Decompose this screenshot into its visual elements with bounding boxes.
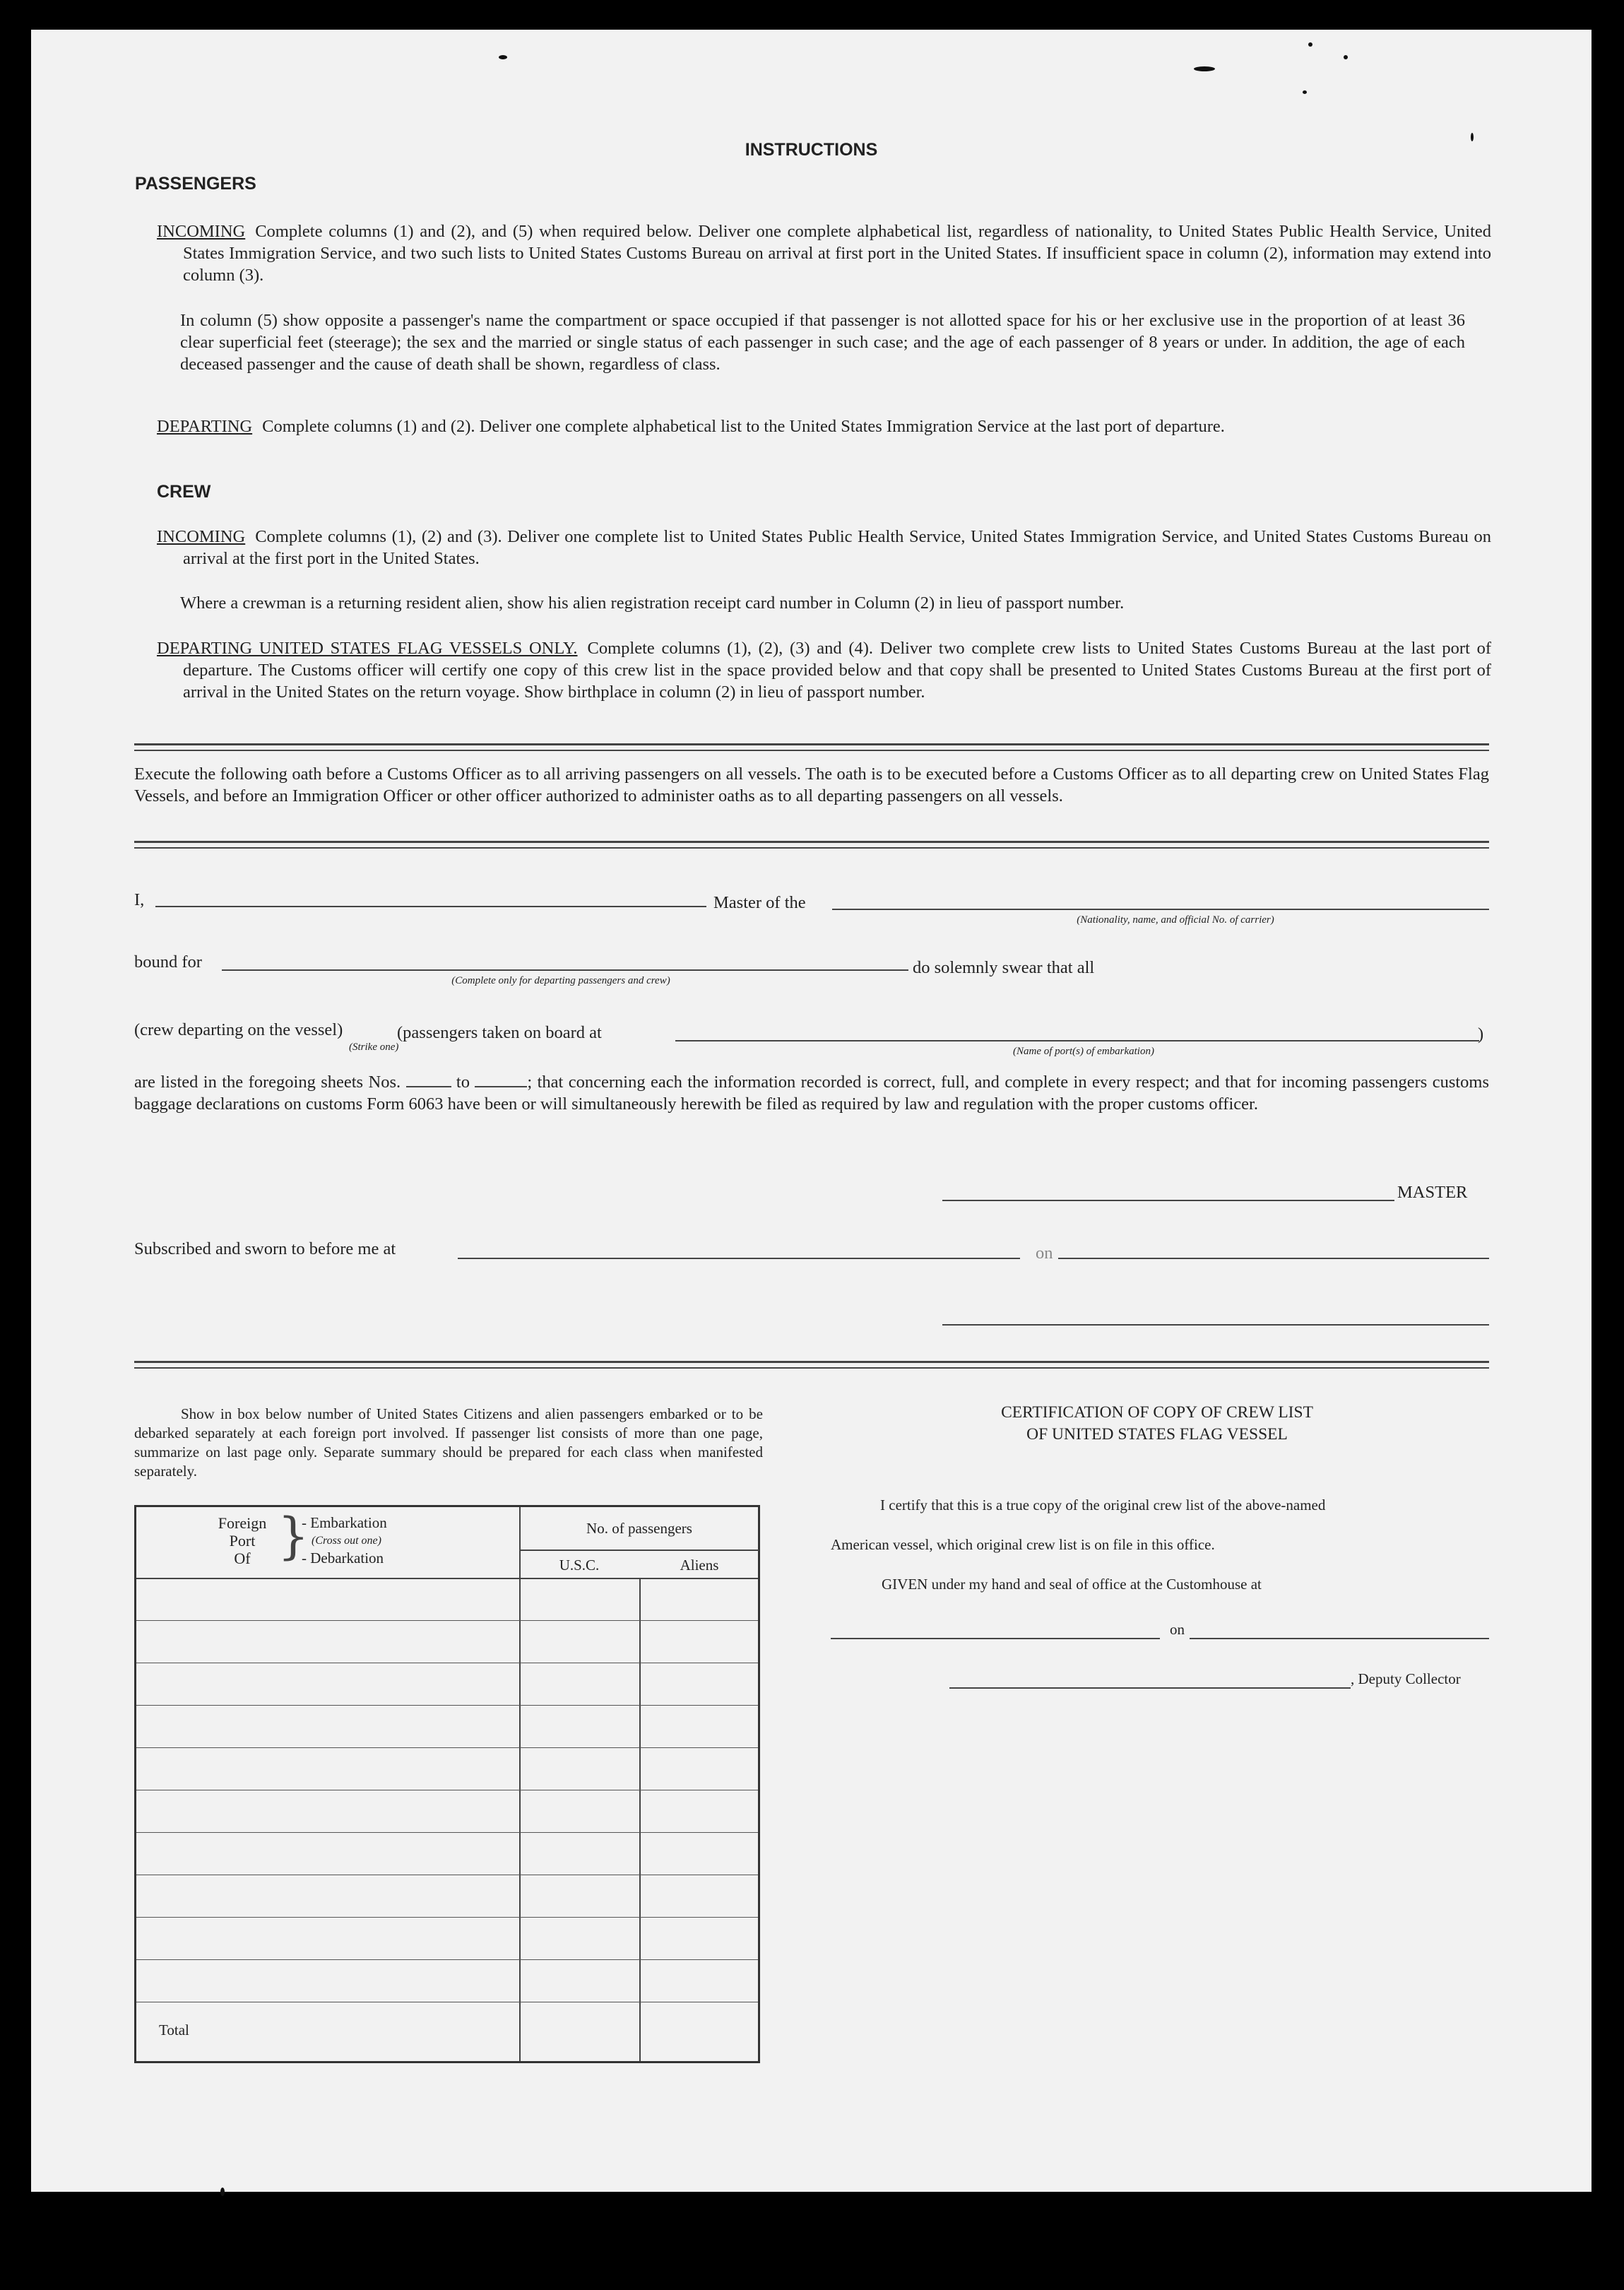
carrier-field[interactable] (832, 909, 1489, 910)
cross-out-caption: (Cross out one) (312, 1535, 381, 1547)
no-passengers-header: No. of passengers (586, 1520, 692, 1537)
table-subheader-line (519, 1550, 759, 1551)
certify-text-b: American vessel, which original crew list is on file in this office. (831, 1536, 1215, 1553)
scan-speck (1194, 66, 1215, 71)
subscribed-on-label: on (1036, 1244, 1053, 1263)
officer-signature-field[interactable] (942, 1324, 1489, 1326)
crew-departing-option[interactable]: (crew departing on the vessel) (134, 1020, 343, 1039)
bound-for-label: bound for (134, 952, 202, 972)
certification-date-field[interactable] (1190, 1638, 1489, 1639)
subscribed-date-field[interactable] (1058, 1258, 1489, 1259)
aliens-header: Aliens (680, 1557, 719, 1574)
foreign-port-of-label (207, 1514, 278, 1567)
master-of-label: Master of the (713, 893, 806, 912)
given-text: GIVEN under my hand and seal of office at the Customhouse at (882, 1576, 1262, 1593)
subscribed-place-field[interactable] (458, 1258, 1020, 1259)
master-signature-field[interactable] (942, 1200, 1394, 1201)
scan-speck (499, 55, 507, 59)
strike-one-caption: (Strike one) (349, 1041, 399, 1053)
page-title: INSTRUCTIONS (745, 140, 878, 160)
certification-on-label: on (1170, 1621, 1185, 1638)
to-text: to (456, 1073, 470, 1092)
master-label: MASTER (1397, 1183, 1468, 1202)
divider-bottom (134, 1361, 1489, 1369)
crew-flag-paragraph (157, 637, 1491, 703)
subscribed-label: Subscribed and sworn to before me at (134, 1239, 396, 1258)
table-divider-usc (639, 1578, 641, 2061)
crew-incoming-text: Complete columns (1), (2) and (3). Deliver one complete list to United States Public Health Service, United States Immigration Service, and United States Customs Bureau on arrival at the first port in the United States. (183, 527, 1491, 568)
usc-header: U.S.C. (559, 1557, 600, 1574)
crew-flag-label: DEPARTING UNITED STATES FLAG VESSELS ONLY. (157, 639, 578, 658)
table-row[interactable] (136, 1832, 758, 1833)
scan-speck (1344, 55, 1348, 59)
form-sheet (31, 30, 1592, 2192)
deputy-collector-label: , Deputy Collector (1351, 1670, 1461, 1687)
passengers-departing-paragraph (157, 415, 1491, 437)
divider-top (134, 743, 1489, 751)
debarkation-option[interactable]: - Debarkation (302, 1550, 384, 1566)
scan-speck (1308, 42, 1312, 47)
total-label: Total (159, 2022, 189, 2038)
passengers-heading: PASSENGERS (135, 174, 256, 194)
oath-listed-paragraph (134, 1071, 1489, 1115)
close-paren: ) (1478, 1025, 1484, 1044)
certification-title-line2: OF UNITED STATES FLAG VESSEL (1026, 1425, 1288, 1444)
oath-intro-paragraph: Execute the following oath before a Customs Officer as to all arriving passengers on all vessels. The oath is to be executed before a Customs Officer as to all departing crew on United States Flag Vessels, and before an Immigration Officer or other officer authorized to administer oaths as to all departing passengers on all vessels. (134, 765, 1489, 805)
scan-speck (220, 2188, 225, 2196)
crew-heading: CREW (157, 482, 211, 502)
sheet-from-field[interactable] (406, 1072, 451, 1087)
sheet-to-field[interactable] (475, 1072, 527, 1087)
divider-oath (134, 841, 1489, 849)
passengers-incoming-paragraph (157, 220, 1491, 286)
bound-caption: (Complete only for departing passengers and crew) (451, 975, 670, 986)
ports-field[interactable] (675, 1040, 1479, 1041)
foreign-label: Foreign (218, 1514, 267, 1532)
of-label: Of (234, 1550, 251, 1567)
master-name-field[interactable] (155, 906, 706, 907)
passengers-taken-option[interactable]: (passengers taken on board at (397, 1023, 602, 1042)
crew-incoming-label: INCOMING (157, 527, 246, 546)
table-row[interactable] (136, 1705, 758, 1706)
table-row[interactable] (136, 1959, 758, 1960)
table-row[interactable] (136, 1620, 758, 1621)
deputy-signature-field[interactable] (949, 1687, 1351, 1689)
crew-flag-text: Complete columns (1), (2), (3) and (4). Deliver two complete crew lists to United States Customs Bureau at the last port of departure. The Customs officer will certify one copy of this crew list in the space provided below and that copy shall be presented to United States Customs Bureau at the first port of arrival in the United States on the return voyage. Show birthplace in column (2) in lieu of passport number. (183, 639, 1491, 702)
scan-speck (1471, 133, 1474, 141)
passengers-incoming-text: Complete columns (1) and (2), and (5) when required below. Deliver one complete alphabetical list, regardless of nationality, to United States Public Health Service, United States Immigration Service, and two such lists to United States Customs Bureau on arrival at first port in the United States. If insufficient space in column (2), information may extend into column (3). (183, 222, 1491, 285)
ports-caption: (Name of port(s) of embarkation) (1013, 1046, 1154, 1057)
table-header-line (136, 1578, 758, 1579)
oath-i-label: I, (134, 890, 145, 909)
listed-in-text: are listed in the foregoing sheets Nos. (134, 1073, 401, 1092)
customhouse-field[interactable] (831, 1638, 1160, 1639)
passengers-departing-text: Complete columns (1) and (2). Deliver one complete alphabetical list to the United States Immigration Service at the last port of departure. (262, 417, 1225, 436)
passenger-summary-table (134, 1505, 760, 2063)
listed-rest-text: ; that concerning each the information recorded is correct, full, and complete in every respect; and that for incoming passengers customs baggage declarations on customs Form 6063 have been or will simultaneously herewith be filed as required by law and regulation with the proper customs officer. (134, 1073, 1490, 1114)
crew-resident-paragraph: Where a crewman is a returning resident alien, show his alien registration receipt card number in Column (2) in lieu of passport number. (180, 594, 1125, 613)
embarkation-option[interactable]: - Embarkation (302, 1514, 387, 1531)
nationality-caption: (Nationality, name, and official No. of carrier) (1077, 914, 1274, 926)
passengers-departing-label: DEPARTING (157, 417, 253, 436)
certification-title (910, 1402, 1404, 1446)
summary-intro-paragraph: Show in box below number of United States Citizens and alien passengers embarked or to be debarked separately at each foreign port involved. If passenger list consists of more than one page, summarize on last page only. Separate summary should be prepared for each class when manifested separately. (134, 1405, 763, 1480)
column5-paragraph: In column (5) show opposite a passenger's name the compartment or space occupied if that passenger is not allotted space for his or her exclusive use in the proportion of at least 36 clear superficial feet (steerage); the sex and the married or single status of each passenger in such case; and the age of each passenger of 8 years or under. In addition, the age of each deceased passenger and the cause of death shall be shown, regardless of class. (180, 311, 1465, 374)
bracket-icon: } (278, 1507, 309, 1565)
scan-speck (1303, 90, 1307, 94)
table-divider-port (519, 1507, 521, 2061)
passengers-incoming-label: INCOMING (157, 222, 246, 241)
crew-incoming-paragraph (157, 526, 1491, 569)
certification-title-line1: CERTIFICATION OF COPY OF CREW LIST (1001, 1403, 1313, 1422)
table-row[interactable] (136, 1747, 758, 1748)
port-label: Port (229, 1532, 256, 1550)
embark-debark-labels (302, 1514, 387, 1567)
certify-text-a: I certify that this is a true copy of the original crew list of the above-named (880, 1497, 1326, 1513)
bound-for-field[interactable] (222, 969, 908, 971)
swear-label: do solemnly swear that all (913, 958, 1095, 977)
table-row[interactable] (136, 1917, 758, 1918)
